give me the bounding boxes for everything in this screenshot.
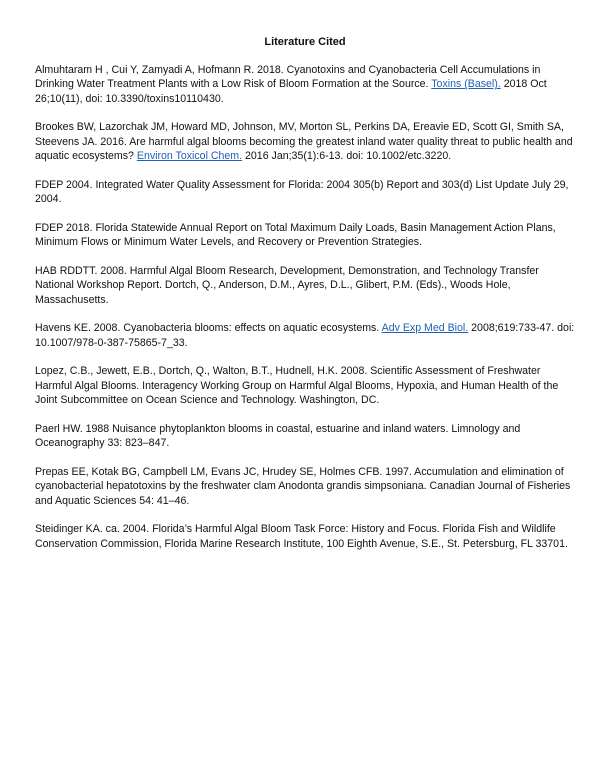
reference-text: Prepas EE, Kotak BG, Campbell LM, Evans JC, Hrudey SE, Holmes CFB. 1997. Accumulation and elimination of cyanobacterial hepatotoxins by the freshwater clam Anodonta grandis simpsoniana. Canadian Journal of Fisheries and Aquatic Sciences 54: 41–46.	[35, 465, 571, 507]
reference-item-prepas	[35, 465, 575, 508]
reference-text-after: 2018 Oct 26;10(11), doi: 10.3390/toxins10110430.	[35, 78, 547, 105]
reference-text: HAB RDDTT. 2008. Harmful Algal Bloom Research, Development, Demonstration, and Technology Transfer National Workshop Report. Dortch, Q., Anderson, D.M., Ayres, D.L., Glibert, P.M. (Eds)., Woods Hole, Massachusetts.	[35, 264, 539, 306]
journal-link-environ-toxicol-chem[interactable]: Environ Toxicol Chem.	[136, 149, 243, 162]
reference-item-steidinger	[35, 522, 575, 551]
reference-list	[35, 63, 575, 551]
document-page	[35, 35, 575, 565]
reference-text: Lopez, C.B., Jewett, E.B., Dortch, Q., Walton, B.T., Hudnell, H.K. 2008. Scientific Assessment of Freshwater Harmful Algal Blooms. Interagency Working Group on Harmful Algal Blooms, Hypoxia, and Human Health of the Joint Subcommittee on Ocean Science and Technology. Washington, DC.	[35, 365, 559, 407]
reference-text-after: 2016 Jan;35(1):6-13. doi: 10.1002/etc.3220.	[242, 149, 452, 162]
reference-text: Steidinger KA. ca. 2004. Florida’s Harmful Algal Bloom Task Force: History and Focus. Florida Fish and Wildlife Conservation Commission, Florida Marine Research Institute, 100 Eighth Avenue, S.E., St. Petersburg, FL 33701.	[35, 523, 568, 550]
journal-link-adv-exp-med-biol[interactable]: Adv Exp Med Biol.	[381, 322, 469, 335]
reference-item-almuhtaram	[35, 63, 575, 106]
reference-item-paerl	[35, 422, 575, 451]
reference-text: Havens KE. 2008. Cyanobacteria blooms: effects on aquatic ecosystems.	[35, 322, 382, 335]
reference-text: Almuhtaram H , Cui Y, Zamyadi A, Hofmann R. 2018. Cyanotoxins and Cyanobacteria Cell Accumulations in Drinking Water Treatment Plants with a Low Risk of Bloom Formation at the Source.	[35, 64, 541, 91]
page-title: Literature Cited	[264, 36, 346, 48]
reference-item-brookes	[35, 120, 575, 163]
reference-text: FDEP 2018. Florida Statewide Annual Report on Total Maximum Daily Loads, Basin Management Action Plans, Minimum Flows or Minimum Water Levels, and Recovery or Prevention Strategies.	[35, 221, 556, 249]
reference-item-fdep-2018	[35, 221, 575, 250]
reference-text: Paerl HW. 1988 Nuisance phytoplankton blooms in coastal, estuarine and inland waters. Limnology and Oceanography 33: 823–847.	[35, 422, 521, 450]
journal-link-toxins[interactable]: Toxins (Basel).	[431, 78, 501, 91]
reference-text: FDEP 2004. Integrated Water Quality Assessment for Florida: 2004 305(b) Report and 303(d) List Update July 29, 2004.	[35, 178, 569, 206]
reference-text: Brookes BW, Lazorchak JM, Howard MD, Johnson, MV, Morton SL, Perkins DA, Ereavie ED, Scott GI, Smith SA, Steevens JA. 2016. Are harmful algal blooms becoming the greatest inland water quality threat to public health and aquatic ecosystems?	[35, 121, 573, 162]
reference-text-after: 2008;619:733-47. doi: 10.1007/978-0-387-75865-7_33.	[35, 322, 575, 349]
reference-item-hab-rddtt	[35, 264, 575, 307]
reference-item-havens	[35, 321, 575, 350]
reference-item-fdep-2004	[35, 178, 575, 207]
reference-item-lopez	[35, 364, 575, 407]
